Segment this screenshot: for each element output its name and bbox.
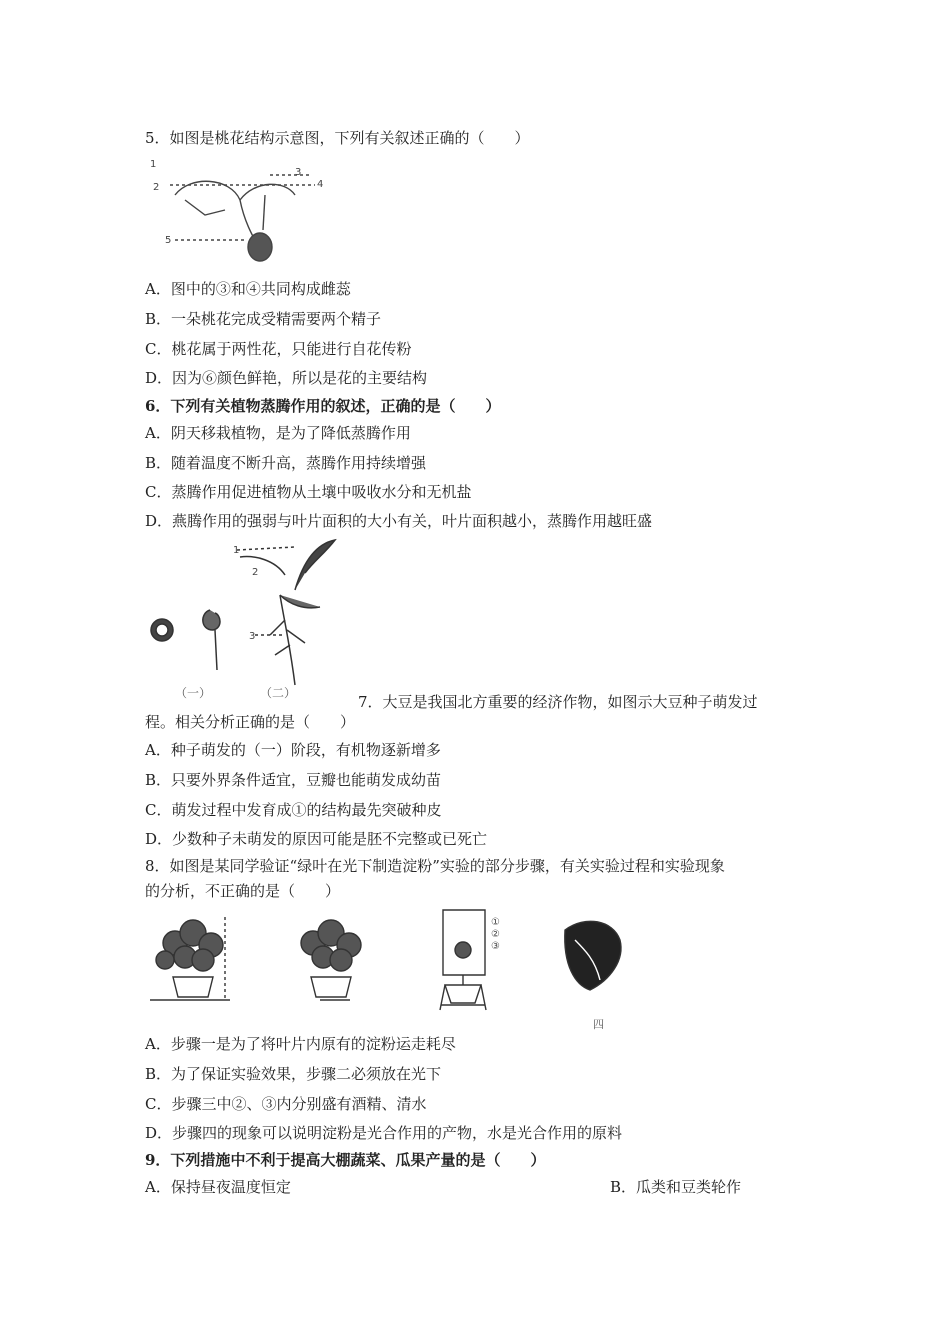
q5-option-a: A．图中的③和④共同构成雌蕊 [145, 280, 351, 298]
q7-option-b: B．只要外界条件适宜，豆瓣也能萌发成幼苗 [145, 771, 442, 789]
q8-option-c: C．步骤三中②、③内分别盛有酒精、清水 [145, 1095, 427, 1113]
q8-option-b: B．为了保证实验效果，步骤二必须放在光下 [145, 1065, 442, 1083]
q7-option-d: D．少数种子未萌发的原因可能是胚不完整或已死亡 [145, 830, 488, 848]
q7-figure-label-one: （一） [175, 686, 212, 700]
q8-stem-part1: 8．如图是某同学验证“绿叶在光下制造淀粉”实验的部分步骤，有关实验过程和实验现象 [145, 857, 725, 875]
q6-stem: 6．下列有关植物蒸腾作用的叙述，正确的是（ ） [145, 397, 501, 415]
q5-option-d: D．因为⑥颜色鲜艳，所以是花的主要结构 [145, 369, 428, 387]
svg-text:4: 4 [317, 179, 324, 190]
q5-stem: 5．如图是桃花结构示意图，下列有关叙述正确的（ ） [145, 129, 530, 147]
q8-stem-part2: 的分析，不正确的是（ ） [145, 882, 341, 900]
q7-figure-label-two: （二） [260, 686, 297, 700]
svg-text:2: 2 [252, 567, 259, 578]
q9-stem: 9．下列措施中不利于提高大棚蔬菜、瓜果产量的是（ ） [145, 1151, 546, 1169]
q7-stem-part2: 程。相关分析正确的是（ ） [145, 713, 356, 731]
q5-option-b: B．一朵桃花完成受精需要两个精子 [145, 310, 382, 328]
q9-option-a: A．保持昼夜温度恒定 [145, 1178, 291, 1196]
svg-text:②: ② [491, 929, 500, 940]
q9-option-b: B．瓜类和豆类轮作 [610, 1178, 742, 1196]
svg-text:3: 3 [249, 631, 256, 642]
experiment-steps-diagram [145, 905, 645, 1020]
svg-text:①: ① [491, 917, 500, 928]
svg-text:③: ③ [491, 941, 500, 952]
q7-option-c: C．萌发过程中发育成①的结构最先突破种皮 [145, 801, 442, 819]
svg-text:5: 5 [165, 235, 172, 246]
q6-option-c: C．蒸腾作用促进植物从土壤中吸收水分和无机盐 [145, 483, 472, 501]
svg-text:1: 1 [233, 545, 240, 556]
q8-option-a: A．步骤一是为了将叶片内原有的淀粉运走耗尽 [145, 1035, 456, 1053]
q6-option-d: D．燕腾作用的强弱与叶片面积的大小有关，叶片面积越小，蒸腾作用越旺盛 [145, 512, 653, 530]
q7-stem-part1: 7．大豆是我国北方重要的经济作物，如图示大豆种子萌发过 [358, 693, 758, 711]
svg-text:3: 3 [295, 167, 302, 178]
q8-option-d: D．步骤四的现象可以说明淀粉是光合作用的产物，水是光合作用的原料 [145, 1124, 623, 1142]
q6-option-a: A．阴天移栽植物，是为了降低蒸腾作用 [145, 424, 411, 442]
soybean-germination-diagram [145, 535, 360, 700]
svg-text:2: 2 [153, 182, 160, 193]
q7-option-a: A．种子萌发的（一）阶段，有机物逐新增多 [145, 741, 441, 759]
svg-text:1: 1 [150, 159, 157, 170]
q8-figure-label-four: 四 [593, 1018, 604, 1031]
q6-option-b: B．随着温度不断升高，蒸腾作用持续增强 [145, 454, 427, 472]
q5-option-c: C．桃花属于两性花，只能进行自花传粉 [145, 340, 412, 358]
peach-flower-diagram [145, 155, 330, 270]
